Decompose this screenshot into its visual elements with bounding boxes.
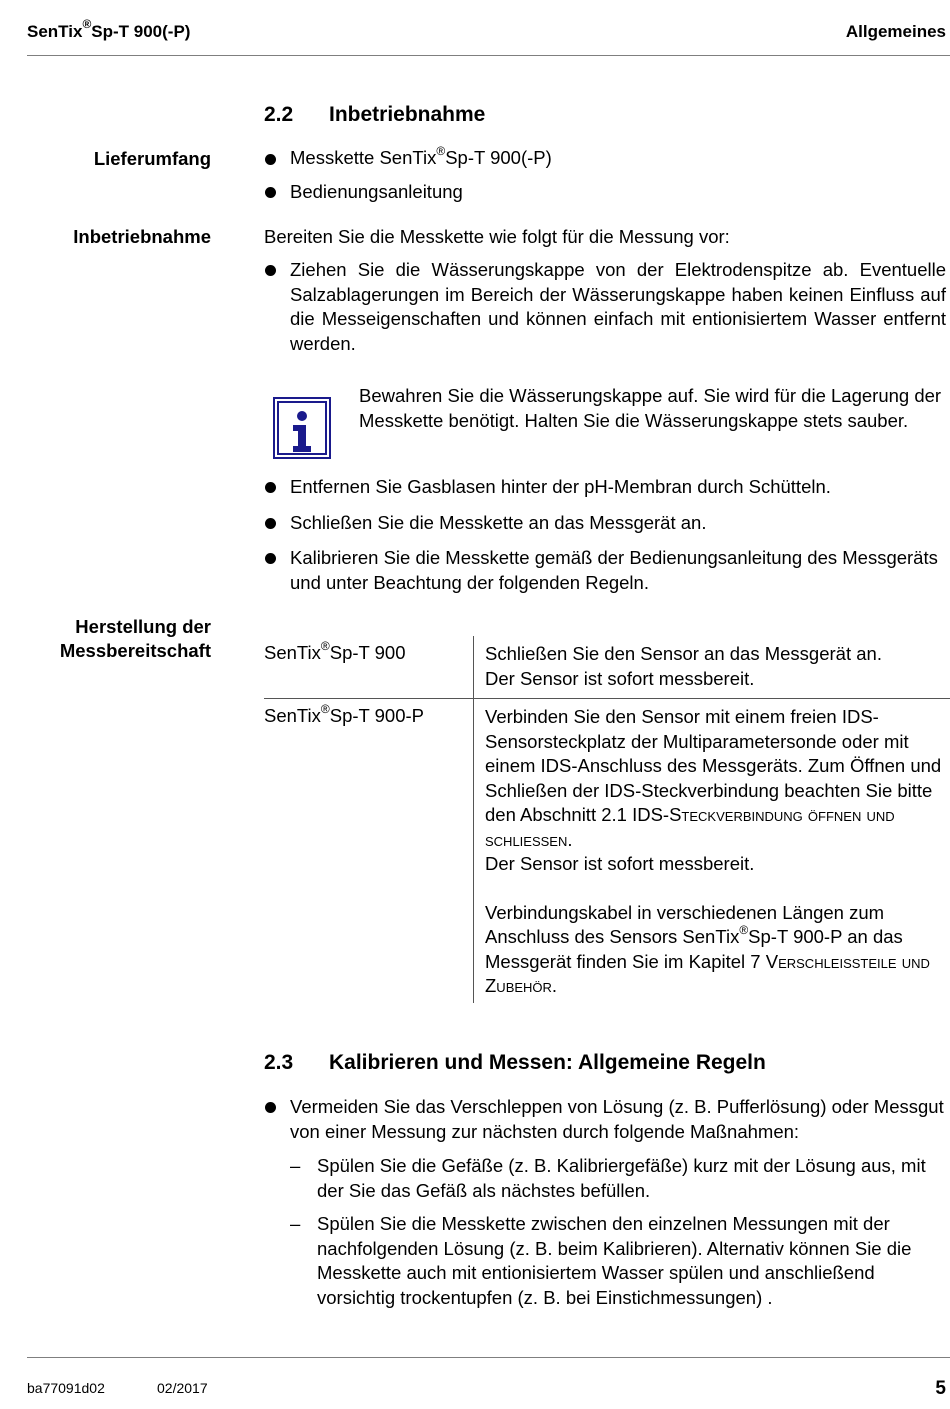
header-section: Allgemeines [845,22,946,41]
bullet [265,154,276,165]
section-2-2-number: 2.2 [264,103,294,126]
messbereitschaft-label-line1: Herstellung der [75,616,211,637]
dash-marker: – [290,1155,301,1176]
model-text: Sp-T 900-P [329,705,425,726]
bullet [265,1102,276,1113]
messbereitschaft-label-line2: Messbereitschaft [59,640,211,661]
footer-date: 02/2017 [157,1380,208,1396]
bullet [265,187,276,198]
step-gas-bubbles: Entfernen Sie Gasblasen hinter der pH-Membran durch Schütteln. [290,476,831,497]
inbetriebnahme-intro: Bereiten Sie die Messkette wie folgt für die Messung vor: [264,226,730,247]
footer-rule [27,1357,950,1358]
page-number: 5 [935,1378,946,1399]
header-product-reg: ® [82,17,92,32]
desc-para-b: Der Sensor ist sofort messbereit. [485,853,755,874]
model-text: SenTix [264,705,321,726]
table-column-divider [473,636,474,1003]
desc-reg: ® [739,922,749,937]
step-connect: Schließen Sie die Messkette an das Messgerät an. [290,512,707,533]
chapter-reference-link[interactable]: IDS-Steckverbindung öffnen und schließen [485,804,895,850]
inbetriebnahme-label: Inbetriebnahme [73,226,211,247]
messbereitschaft-label [60,615,211,663]
model-reg: ® [320,638,330,653]
header-product [27,17,191,42]
desc-para-a: Verbinden Sie den Sensor mit einem freien IDS-Sensorsteckplatz der Multiparametersonde oder mit einem IDS-Anschluss des Messgeräts. Zum Öffnen und Schließen der IDS-Steckverbindung beachten Sie bitte den Abschnitt 2.1 IDS-Steckverbindung öffnen und schließen. [485,706,942,850]
section-2-3-number: 2.3 [264,1051,294,1074]
section-2-2-title: Inbetriebnahme [329,103,486,126]
bullet [265,553,276,564]
desc-line: Der Sensor ist sofort messbereit. [485,667,755,689]
table-row1-desc [485,642,947,691]
lieferumfang-item-1 [290,143,946,171]
bullet [265,265,276,276]
lieferumfang-label: Lieferumfang [93,148,211,169]
bullet [265,518,276,529]
item-reg: ® [436,143,446,158]
model-text: Sp-T 900 [329,642,406,663]
footer-doc-id: ba77091d02 [27,1380,105,1396]
desc-text: Verbinden Sie den Sensor mit einem freien IDS-Sensorsteckplatz der Multiparametersonde oder mit einem IDS-Anschluss des Messgeräts. Zum Öffnen und Schließen der IDS-Steckverbindung beachten Sie bitte den Abschnitt 2.1 [485,706,942,825]
lieferumfang-item-2: Bedienungsanleitung [290,181,463,202]
section-2-3-title: Kalibrieren und Messen: Allgemeine Regeln [329,1051,766,1074]
header-product-prefix: SenTix [27,22,83,41]
rule-rinse-vessels: Spülen Sie die Gefäße (z. B. Kalibriergefäße) kurz mit der Lösung aus, mit der Sie das Gefäß als nächstes befüllen. [317,1155,926,1201]
desc-para-c: Verbindungskabel in verschiedenen Längen zum Anschluss des Sensors SenTix®Sp-T 900-P an das Messgerät finden Sie im Kapitel 7 Verschleißteile und Zubehör. [485,901,930,996]
item-text: Sp-T 900(-P) [445,147,552,168]
table-row2-model [264,701,425,729]
rule-avoid-carryover: Vermeiden Sie das Verschleppen von Lösung (z. B. Pufferlösung) oder Messgut von einer Messung zur nächsten durch folgende Maßnahmen: [290,1096,944,1142]
table-row-divider [264,698,950,699]
model-text: SenTix [264,642,321,663]
header-product-suffix: Sp-T 900(-P) [91,22,191,41]
table-row2-desc [485,705,945,999]
step-remove-cap: Ziehen Sie die Wässerungskappe von der Elektrodenspitze ab. Eventuelle Salzablagerungen im Bereich der Wässerungskappe haben keinen Einfluss auf die Messeigenschaften und können einfach mit entionisiertem Wasser entfernt werden. [290,259,946,354]
item-text: Messkette SenTix [290,147,437,168]
note-text: Bewahren Sie die Wässerungskappe auf. Sie wird für die Lagerung der Messkette benötigt. Halten Sie die Wässerungskappe stets sauber. [359,385,942,431]
desc-line: Schließen Sie den Sensor an das Messgerät an. [485,643,882,664]
table-row1-model [264,638,406,666]
section-2-2-heading [264,103,485,127]
step-calibrate: Kalibrieren Sie die Messkette gemäß der Bedienungsanleitung des Messgeräts und unter Beachtung der folgenden Regeln. [290,547,938,593]
bullet [265,482,276,493]
desc-text: Sp-T 900-P an das Messgerät finden Sie im Kapitel 7 [485,926,903,972]
header-rule [27,55,950,56]
dash-marker: – [290,1213,301,1234]
section-2-3-heading [264,1051,766,1075]
model-reg: ® [320,701,330,716]
desc-text: Verbindungskabel in verschiedenen Längen zum Anschluss des Sensors SenTix [485,901,885,947]
info-icon [273,397,331,459]
rule-rinse-electrode: Spülen Sie die Messkette zwischen den einzelnen Messungen mit der nachfolgenden Lösung (z. B. beim Kalibrieren). Alternativ können Sie die Messkette auch mit entionisiertem Wasser spülen und anschließend vorsichtig trockentupfen (z. B. bei Einstichmessungen) . [317,1213,912,1308]
chapter-reference-link[interactable]: Verschleißteile und Zubehör [485,950,930,996]
